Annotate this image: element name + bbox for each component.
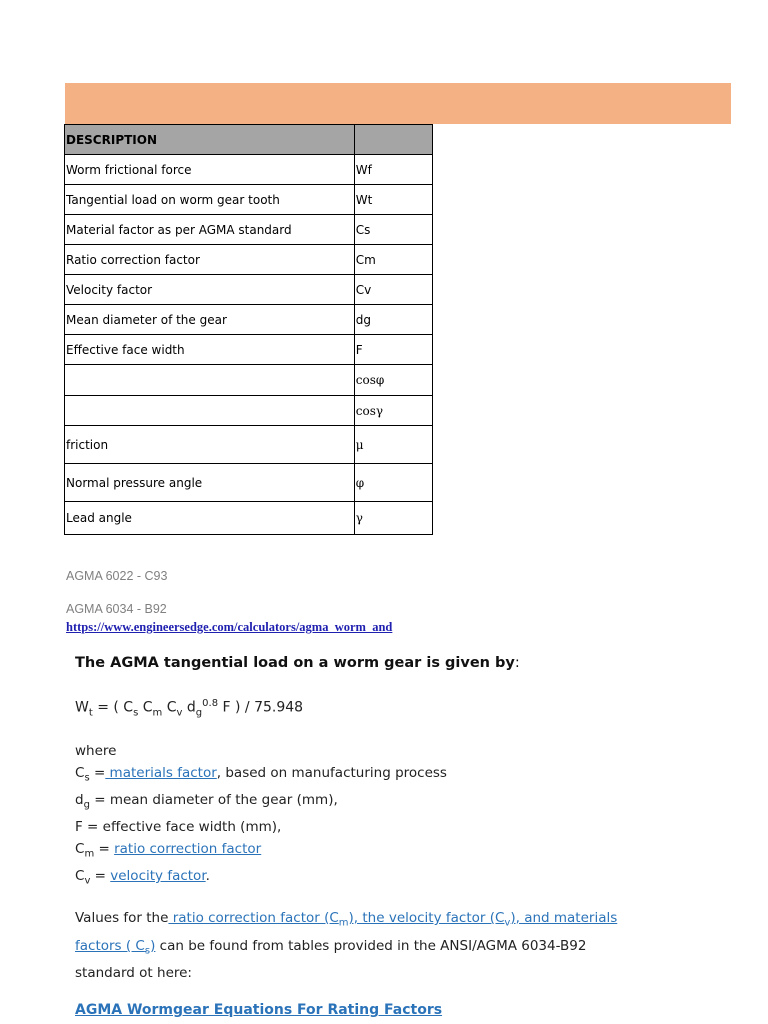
row-description: Normal pressure angle [65, 464, 355, 502]
definition-f: F = effective face width (mm), [75, 819, 282, 835]
table-row [65, 426, 433, 464]
row-description: Lead angle [65, 502, 355, 535]
values-paragraph-line-2: factors ( $C_s$) can be found from tables provided in the ANSI/AGMA 6034-B92 [75, 938, 587, 957]
table-row [65, 365, 433, 396]
row-description: Mean diameter of the gear [65, 305, 355, 335]
velocity-factor-link[interactable]: velocity factor [110, 868, 206, 884]
row-symbol: φ [354, 464, 432, 502]
factors-tables-link-2[interactable]: factors ( $C_s$) [75, 938, 156, 957]
row-description: Effective face width [65, 335, 355, 365]
row-symbol: Wf [354, 155, 432, 185]
agma-wormgear-equations-link[interactable]: AGMA Wormgear Equations For Rating Factors [75, 1002, 443, 1018]
definition-cv: $C_v$ = velocity factor. [75, 868, 210, 887]
row-description: Material factor as per AGMA standard [65, 215, 355, 245]
tangential-load-formula: $W_t$ = ( $C_s$ $C_m$ $C_v$ $d_g^{0.8}$ F ) / 75.948 [75, 698, 304, 719]
source-link[interactable]: https://www.engineersedge.com/calculators/agma_worm_and [66, 620, 393, 634]
row-description [65, 365, 355, 396]
standard-note-2: AGMA 6034 - B92 [66, 602, 167, 616]
table-row [65, 502, 433, 535]
row-description: Tangential load on worm gear tooth [65, 185, 355, 215]
table-row [65, 155, 433, 185]
row-symbol: γ [354, 502, 432, 535]
column-header-description: DESCRIPTION [65, 125, 355, 155]
row-symbol: F [354, 335, 432, 365]
table-row [65, 215, 433, 245]
row-description [65, 396, 355, 426]
table-row [65, 464, 433, 502]
row-description: friction [65, 426, 355, 464]
ratio-correction-factor-link[interactable]: ratio correction factor [114, 841, 262, 857]
row-symbol: dg [354, 305, 432, 335]
row-description: Ratio correction factor [65, 245, 355, 275]
row-symbol: cosγ [354, 396, 432, 426]
header-banner [65, 83, 731, 124]
table-row [65, 275, 433, 305]
table-row [65, 305, 433, 335]
row-symbol: Wt [354, 185, 432, 215]
materials-factor-link[interactable]: materials factor [105, 765, 217, 781]
row-description: Worm frictional force [65, 155, 355, 185]
standard-note-1: AGMA 6022 - C93 [66, 569, 168, 583]
description-table [64, 124, 433, 535]
table-row [65, 396, 433, 426]
article-heading: The AGMA tangential load on a worm gear is given by: [75, 655, 520, 671]
row-description: Velocity factor [65, 275, 355, 305]
definition-cs: $C_s$ = materials factor, based on manufacturing process [75, 765, 447, 784]
column-header-symbol [354, 125, 432, 155]
definition-dg: $d_g$ = mean diameter of the gear (mm), [75, 792, 338, 811]
table-row [65, 245, 433, 275]
values-paragraph-line-3: standard ot here: [75, 965, 192, 981]
row-symbol: Cv [354, 275, 432, 305]
table-row [65, 335, 433, 365]
row-symbol: cosφ [354, 365, 432, 396]
table-row [65, 185, 433, 215]
values-paragraph-line-1: Values for the ratio correction factor $(C_m)$, the velocity factor $(C_v)$, and materials [75, 910, 618, 929]
row-symbol: μ [354, 426, 432, 464]
definition-cm: $C_m$ = ratio correction factor [75, 841, 262, 860]
factors-tables-link-1[interactable]: ratio correction factor $(C_m)$, the velocity factor $(C_v)$, and materials [168, 910, 618, 929]
row-symbol: Cs [354, 215, 432, 245]
where-text: where [75, 743, 117, 759]
row-symbol: Cm [354, 245, 432, 275]
table-header-row [65, 125, 433, 155]
